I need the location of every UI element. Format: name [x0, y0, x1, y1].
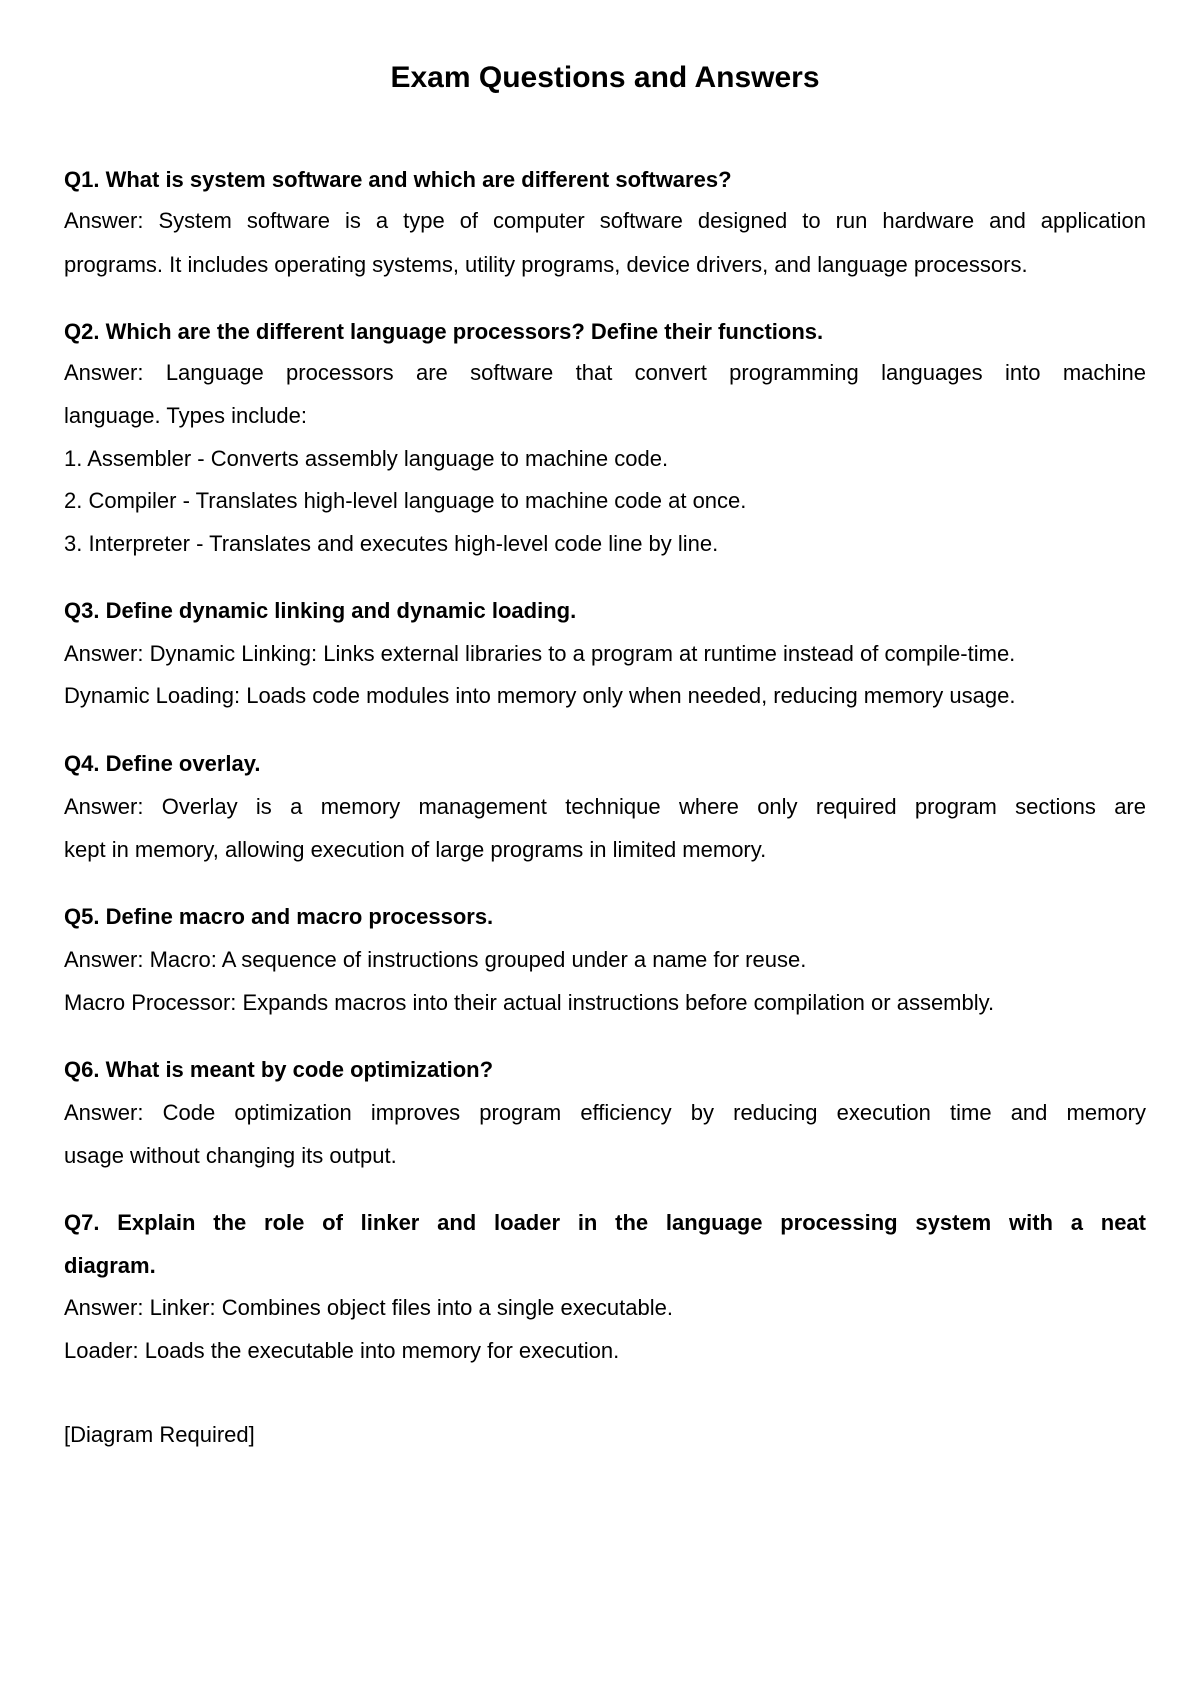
question-7-line-2: diagram. [64, 1253, 156, 1278]
answer-3-line-1: Answer: Dynamic Linking: Links external libraries to a program at runtime instead of compile-time. [64, 641, 1016, 666]
question-3: Q3. Define dynamic linking and dynamic loading. [64, 598, 577, 623]
answer-2-line-3: 1. Assembler - Converts assembly language to machine code. [64, 446, 669, 471]
answer-1-line-1: Answer: System software is a type of computer software designed to run hardware and application [64, 208, 1146, 233]
answer-3-line-2: Dynamic Loading: Loads code modules into memory only when needed, reducing memory usage. [64, 683, 1016, 708]
answer-7-line-2: Loader: Loads the executable into memory for execution. [64, 1338, 620, 1363]
answer-1-line-2: programs. It includes operating systems, utility programs, device drivers, and language processors. [64, 252, 1028, 277]
question-2: Q2. Which are the different language processors? Define their functions. [64, 319, 824, 344]
question-5: Q5. Define macro and macro processors. [64, 904, 494, 929]
page-title: Exam Questions and Answers [390, 61, 820, 94]
answer-5-line-1: Answer: Macro: A sequence of instructions grouped under a name for reuse. [64, 947, 807, 972]
answer-2-line-2: language. Types include: [64, 403, 307, 428]
question-1: Q1. What is system software and which are different softwares? [64, 167, 732, 192]
answer-2-line-5: 3. Interpreter - Translates and executes high-level code line by line. [64, 531, 719, 556]
answer-2-line-1: Answer: Language processors are software that convert programming languages into machine [64, 360, 1146, 385]
question-7-line-1: Q7. Explain the role of linker and loader in the language processing system with a neat [64, 1210, 1146, 1235]
answer-2-line-4: 2. Compiler - Translates high-level language to machine code at once. [64, 488, 747, 513]
answer-4-line-1: Answer: Overlay is a memory management technique where only required program sections are [64, 794, 1146, 819]
answer-5-line-2: Macro Processor: Expands macros into their actual instructions before compilation or assembly. [64, 990, 995, 1015]
answer-7-line-1: Answer: Linker: Combines object files into a single executable. [64, 1295, 673, 1320]
answer-4-line-2: kept in memory, allowing execution of large programs in limited memory. [64, 837, 767, 862]
question-6: Q6. What is meant by code optimization? [64, 1057, 494, 1082]
answer-6-line-1: Answer: Code optimization improves program efficiency by reducing execution time and memory [64, 1100, 1146, 1125]
diagram-placeholder: [Diagram Required] [64, 1422, 255, 1447]
answer-6-line-2: usage without changing its output. [64, 1143, 397, 1168]
question-4: Q4. Define overlay. [64, 751, 261, 776]
